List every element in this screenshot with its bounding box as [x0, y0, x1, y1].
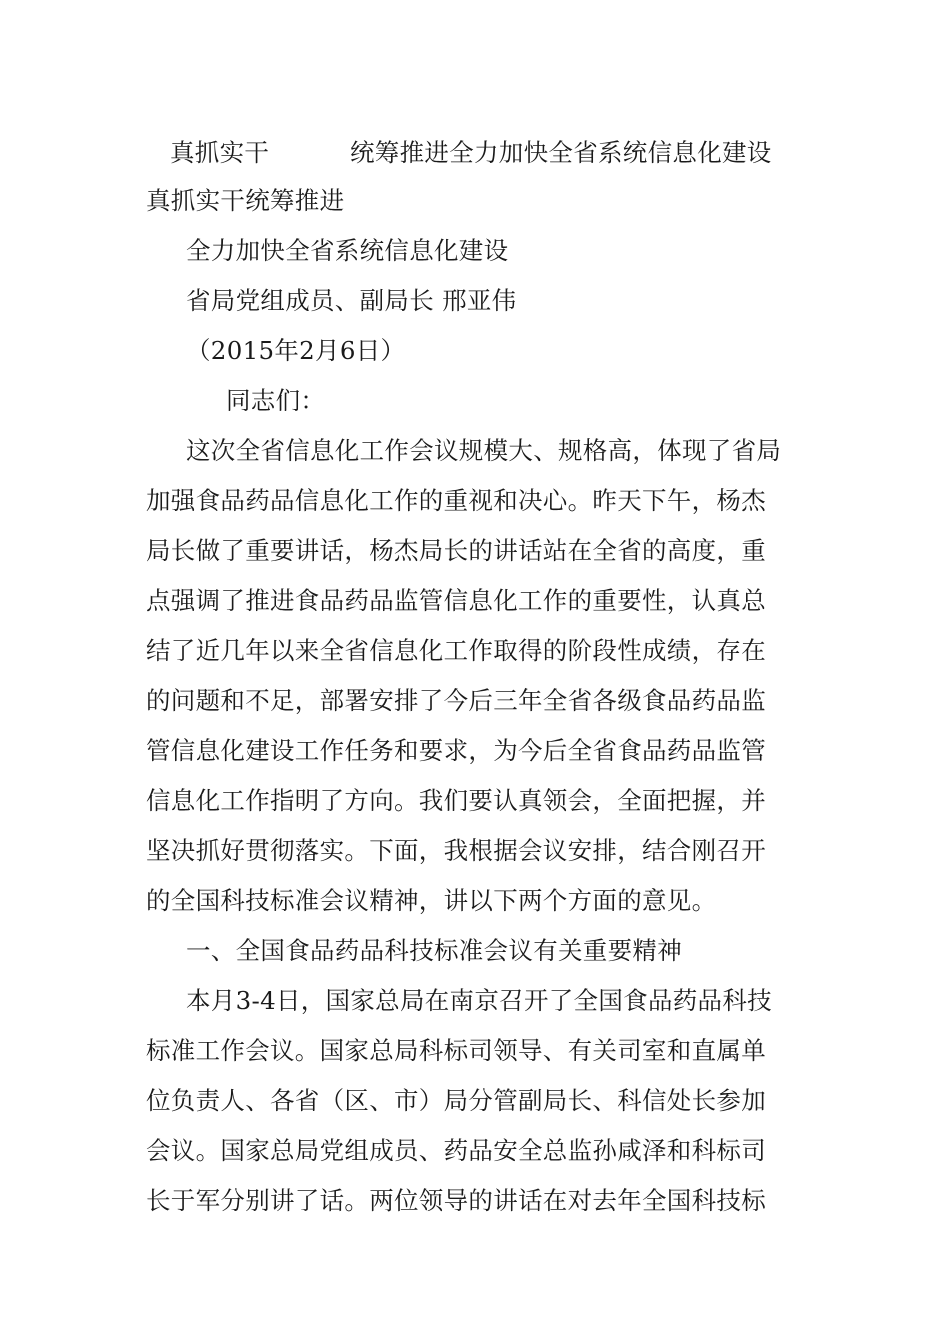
author-line: 省局党组成员、副局长 邢亚伟 — [186, 286, 517, 315]
heading-line-1: 真抓实干统筹推进 — [146, 186, 345, 215]
date-line: （2015年2月6日） — [186, 336, 406, 365]
paragraph-1-line: 加强食品药品信息化工作的重视和决心。昨天下午，杨杰 — [146, 486, 766, 515]
paragraph-1-line: 的全国科技标准会议精神，讲以下两个方面的意见。 — [146, 886, 717, 915]
salutation: 同志们： — [226, 386, 326, 415]
paragraph-2-line: 会议。国家总局党组成员、药品安全总监孙咸泽和科标司 — [146, 1136, 766, 1165]
paragraph-2-line: 标准工作会议。国家总局科标司领导、有关司室和直属单 — [146, 1036, 766, 1065]
paragraph-1-line: 结了近几年以来全省信息化工作取得的阶段性成绩，存在 — [146, 636, 766, 665]
paragraph-1-line: 局长做了重要讲话，杨杰局长的讲话站在全省的高度，重 — [146, 536, 766, 565]
paragraph-2-line: 位负责人、各省（区、市）局分管副局长、科信处长参加 — [146, 1086, 766, 1115]
paragraph-1-line: 坚决抓好贯彻落实。下面，我根据会议安排，结合刚召开 — [146, 836, 766, 865]
title-part-1: 真抓实干 — [170, 138, 270, 167]
paragraph-1-line: 这次全省信息化工作会议规模大、规格高，体现了省局 — [186, 436, 782, 465]
paragraph-1-line: 的问题和不足，部署安排了今后三年全省各级食品药品监 — [146, 686, 766, 715]
title-part-2: 统筹推进全力加快全省系统信息化建设 — [350, 138, 772, 167]
paragraph-1-line: 信息化工作指明了方向。我们要认真领会，全面把握，并 — [146, 786, 766, 815]
paragraph-1-line: 点强调了推进食品药品监管信息化工作的重要性，认真总 — [146, 586, 766, 615]
paragraph-1-line: 管信息化建设工作任务和要求，为今后全省食品药品监管 — [146, 736, 766, 765]
paragraph-2-line: 长于军分别讲了话。两位领导的讲话在对去年全国科技标 — [146, 1186, 766, 1215]
paragraph-2-line: 本月3-4日，国家总局在南京召开了全国食品药品科技 — [186, 986, 772, 1015]
heading-line-2: 全力加快全省系统信息化建设 — [186, 236, 509, 265]
section-1-heading: 一、全国食品药品科技标准会议有关重要精神 — [186, 936, 682, 965]
